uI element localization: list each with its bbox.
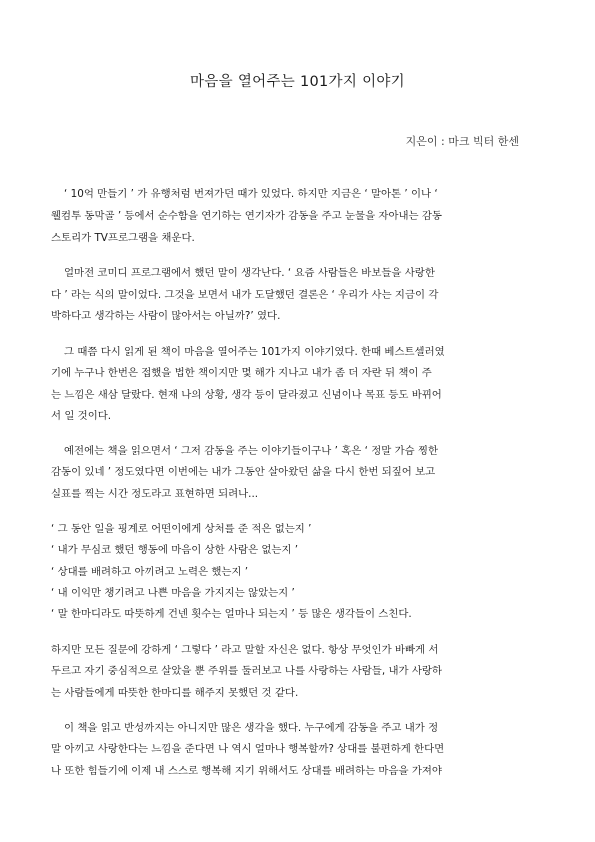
paragraph-line: 는 사람들에게 따뜻한 한마디를 해주지 못했던 것 같다. xyxy=(51,687,299,699)
question-line: ‘ 내 이익만 챙기려고 나쁜 마음을 가지지는 않았는지 ’ xyxy=(51,587,295,599)
paragraph-line: 기에 누구나 한번은 접했을 법한 책이지만 몇 해가 지나고 내가 좀 더 자란 뒤 책이 주 xyxy=(51,367,432,379)
paragraph-line: 다 ’ 라는 식의 말이었다. 그것을 보면서 내가 도달했던 결론은 ‘ 우리가 사는 지금이 각 xyxy=(51,289,439,301)
question-line: ‘ 그 동안 일을 핑계로 어떤이에게 상처를 준 적은 없는지 ’ xyxy=(51,523,312,535)
document-title: 마음을 열어주는 101가지 이야기 xyxy=(190,74,405,90)
question-line: ‘ 내가 무심코 했던 행동에 마음이 상한 사람은 없는지 ’ xyxy=(51,544,299,556)
paragraph-line: 웰컴투 동막골 ’ 등에서 순수함을 연기하는 연기자가 감동을 주고 눈물을 자아내는 감동 xyxy=(51,210,442,222)
paragraph-line: 두르고 자기 중심적으로 살았을 뿐 주위를 둘러보고 나를 사랑하는 사람들, 내가 사랑하 xyxy=(51,665,442,677)
paragraph-line: 나 또한 힘들기에 이제 내 스스로 행복해 지기 위해서도 상대를 배려하는 마음을 가져야 xyxy=(51,765,442,777)
paragraph-line: 얼마전 코미디 프로그램에서 했던 말이 생각난다. ‘ 요즘 사람들은 바보들을 사랑한 xyxy=(64,267,435,279)
paragraph-line: ‘ 10억 만들기 ’ 가 유행처럼 번져가던 때가 있었다. 하지만 지금은 ‘ 말아톤 ’ 이나 ‘ xyxy=(64,188,438,200)
paragraph-line: 스토리가 TV프로그램을 채운다. xyxy=(51,232,195,244)
paragraph-line: 실표를 찍는 시간 정도라고 표현하면 되려나... xyxy=(51,488,259,500)
question-line: ‘ 상대를 배려하고 아끼려고 노력은 했는지 ’ xyxy=(51,566,249,578)
paragraph-line: 하지만 모든 질문에 강하게 ‘ 그렇다 ’ 라고 말할 자신은 없다. 항상 무엇인가 바빠게 서 xyxy=(51,644,439,656)
paragraph-line: 감동이 있네 ’ 정도였다면 이번에는 내가 그동안 살아왔던 삶을 다시 한번 되짚어 보고 xyxy=(51,466,436,478)
author-line: 지은이 : 마크 빅터 한센 xyxy=(405,135,519,148)
question-line: ‘ 말 한마디라도 따뜻하게 건넨 횟수는 얼마나 되는지 ’ 등 많은 생각들이 스친다. xyxy=(51,608,412,620)
paragraph-line: 그 때쯤 다시 읽게 된 책이 마음을 열어주는 101가지 이야기였다. 한때 베스트셀러였 xyxy=(64,346,445,358)
paragraph-line: 이 책을 읽고 반성까지는 아니지만 많은 생각을 했다. 누구에게 감동을 주고 내가 정 xyxy=(64,722,439,734)
paragraph-line: 말 아끼고 사랑한다는 느낌을 준다면 나 역시 얼마나 행복할까? 상대를 불편하게 한다면 xyxy=(51,743,445,755)
paragraph-line: 예전에는 책을 읽으면서 ‘ 그저 감동을 주는 이야기들이구나 ’ 혹은 ‘ 정말 가슴 찡한 xyxy=(64,445,439,457)
paragraph-line: 박하다고 생각하는 사람이 많아서는 아닐까?’ 였다. xyxy=(51,310,281,322)
paragraph-line: 는 느낌은 새삼 달랐다. 현재 나의 상황, 생각 등이 달라졌고 신념이나 목표 등도 바뀌어 xyxy=(51,389,442,401)
paragraph-line: 서 일 것이다. xyxy=(51,410,112,422)
